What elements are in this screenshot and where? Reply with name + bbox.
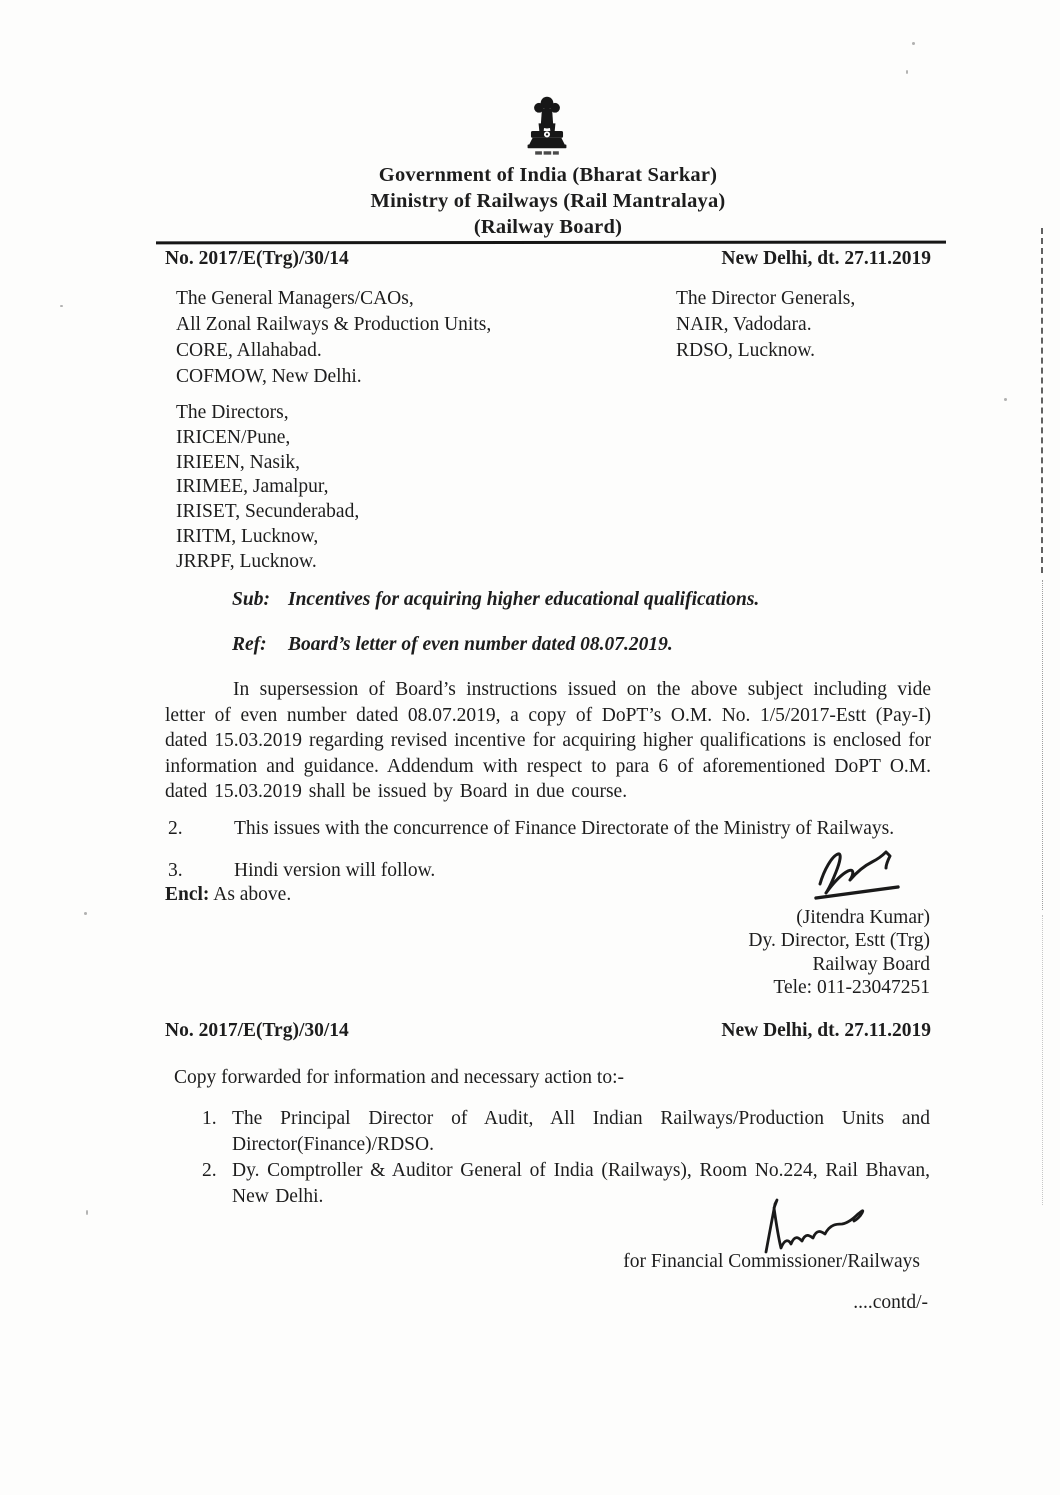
signatory-telephone: Tele: 011-23047251 (773, 977, 930, 999)
addressee-line: NAIR, Vadodara. (676, 314, 812, 335)
header-divider (156, 241, 946, 245)
paragraph-number: 3. (168, 860, 183, 881)
subject-text: Incentives for acquiring higher educational qualifications. (288, 589, 760, 610)
addressee-line: COFMOW, New Delhi. (176, 366, 362, 387)
signatory-designation: Dy. Director, Estt (Trg) (748, 930, 930, 952)
addressee-line: IRISET, Secunderabad, (176, 501, 360, 523)
reference-text: Board’s letter of even number dated 08.07.2019. (288, 634, 673, 655)
paragraph-number: 2. (168, 818, 183, 839)
paragraph-text: Hindi version will follow. (234, 860, 436, 881)
addressee-line: IRIEEN, Nasik, (176, 451, 301, 473)
reference-row (232, 634, 673, 656)
addressee-line: All Zonal Railways & Production Units, (176, 314, 492, 335)
addressee-line: RDSO, Lucknow. (676, 340, 816, 361)
scan-speck (86, 1210, 88, 1215)
letterhead (165, 162, 931, 240)
paragraph-text: This issues with the concurrence of Finance Directorate of the Ministry of Railways. (234, 818, 895, 839)
reference-line-2 (165, 1020, 931, 1042)
signatory-name: (Jitendra Kumar) (796, 907, 930, 928)
ashoka-lion-capital-emblem-icon (497, 93, 597, 169)
addressees-left (176, 286, 491, 390)
contd-marker: ....contd/- (853, 1292, 928, 1313)
scan-speck (84, 912, 87, 915)
scan-artifact-line (1042, 915, 1043, 1205)
copy-list-item (202, 1106, 930, 1157)
for-signatory-line: for Financial Commissioner/Railways (623, 1251, 920, 1272)
list-item-number: 2. (202, 1160, 217, 1182)
scan-speck (1004, 398, 1007, 401)
addressee-line: The Directors, (176, 402, 289, 423)
list-item-text: Dy. Comptroller & Auditor General of India (Railways), Room No.224, Rail Bhavan, New Delhi. (232, 1160, 930, 1207)
handwritten-signature-icon (752, 1196, 878, 1256)
scan-speck (60, 305, 63, 307)
scan-artifact-line (1041, 228, 1043, 573)
scan-speck (906, 70, 908, 74)
addressee-line: IRIMEE, Jamalpur, (176, 476, 329, 498)
body-paragraph-2 (168, 818, 934, 840)
letter-number: No. 2017/E(Trg)/30/14 (165, 248, 349, 269)
addressee-line: CORE, Allahabad. (176, 340, 322, 361)
enclosure-text: As above. (213, 884, 292, 905)
addressees-right (676, 286, 855, 364)
enclosure-label: Encl: (165, 884, 210, 905)
list-item-number: 1. (202, 1108, 217, 1129)
copy-forwarded-intro: Copy forwarded for information and necessary action to:- (174, 1067, 624, 1088)
copy-forwarded-list (202, 1106, 930, 1210)
reference-label: Ref: (232, 634, 267, 655)
reference-line-1 (165, 248, 931, 270)
handwritten-signature-icon (806, 846, 918, 908)
letterhead-line2: Ministry of Railways (Rail Mantralaya) (370, 190, 726, 212)
addressee-line: The General Managers/CAOs, (176, 288, 414, 309)
body-paragraph-1: In supersession of Board’s instructions issued on the above subject including vide letter of even number dated 08.07.2019, a copy of DoPT’s O.M. No. 1/5/2017-Estt (Pay-I) dated 15.03.2019 regarding revised incentive for acquiring higher qualifications is enclosed for information and guidance. Addendum with respect to para 6 of aforementioned DoPT O.M. dated 15.03.2019 shall be issued by Board in due course. (165, 679, 931, 803)
signatory-office: Railway Board (812, 953, 930, 975)
enclosure-row (165, 884, 291, 906)
subject-row (232, 589, 759, 611)
letterhead-line3: (Railway Board) (473, 216, 623, 238)
addressee-line: The Director Generals, (676, 288, 856, 309)
addressee-line: JRRPF, Lucknow. (176, 550, 317, 572)
addressee-line: IRITM, Lucknow, (176, 525, 319, 547)
letter-number: No. 2017/E(Trg)/30/14 (165, 1020, 349, 1041)
subject-label: Sub: (232, 589, 270, 610)
scan-speck (912, 42, 915, 45)
letterhead-line1: Government of India (Bharat Sarkar) (378, 164, 718, 186)
scan-artifact-line (1042, 580, 1043, 910)
addressee-line: IRICEN/Pune, (176, 426, 291, 448)
addressees-directors (176, 401, 359, 575)
place-date: New Delhi, dt. 27.11.2019 (721, 248, 931, 269)
list-item-text: The Principal Director of Audit, All Indian Railways/Production Units and Director(Finance)/RDSO. (232, 1108, 930, 1155)
signatory-block (530, 906, 930, 1000)
place-date: New Delhi, dt. 27.11.2019 (721, 1020, 931, 1041)
